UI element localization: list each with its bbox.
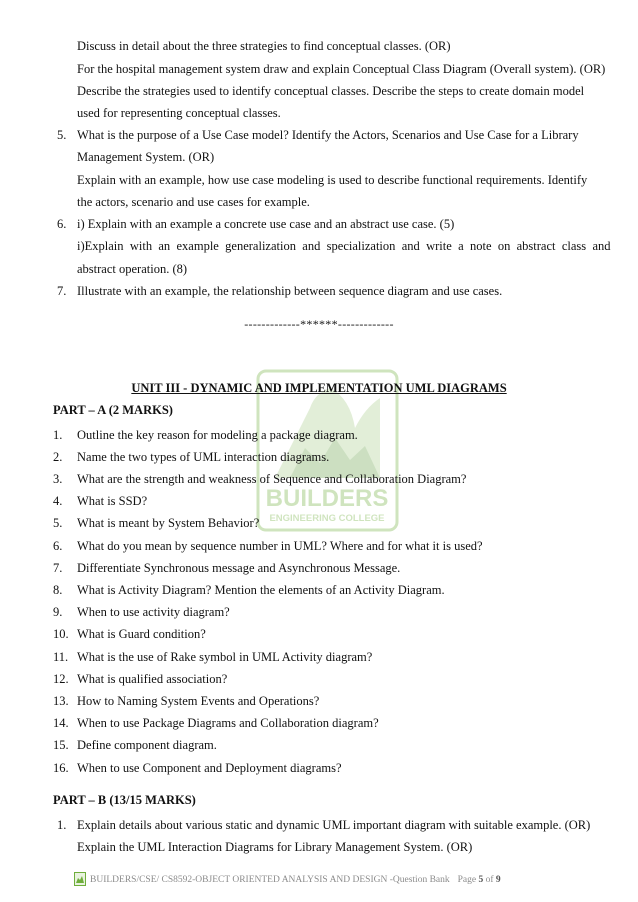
list-item: What are the strength and weakness of Sequence and Collaboration Diagram?	[77, 472, 467, 486]
question-line: Discuss in detail about the three strategies to find conceptual classes. (OR)	[77, 39, 451, 53]
list-item: When to use activity diagram?	[77, 605, 230, 619]
item-number: 3.	[53, 472, 63, 486]
item-number: 16.	[53, 761, 69, 775]
list-item: What is meant by System Behavior?	[77, 516, 260, 530]
question-line: Explain details about various static and dynamic UML important diagram with suitable example. (OR)	[77, 818, 591, 832]
section-separator: -------------******-------------	[244, 317, 394, 331]
question-line: Illustrate with an example, the relationship between sequence diagram and use cases.	[77, 284, 503, 298]
page-total: 9	[495, 875, 501, 885]
question-line: used for representing conceptual classes.	[77, 106, 281, 120]
watermark-name: BUILDERS	[265, 485, 389, 512]
item-number: 14.	[53, 716, 69, 730]
item-number: 10.	[53, 627, 69, 641]
list-item: What is Activity Diagram? Mention the elements of an Activity Diagram.	[77, 583, 445, 597]
question-line: abstract operation. (8)	[77, 262, 188, 276]
item-number: 1.	[53, 428, 63, 442]
list-item: What do you mean by sequence number in UML? Where and for what it is used?	[77, 539, 483, 553]
footer-text: BUILDERS/CSE/ CS8592-OBJECT ORIENTED ANALYSIS AND DESIGN -Question Bank	[90, 875, 450, 885]
item-number: 12.	[53, 672, 69, 686]
watermark-sub: ENGINEERING COLLEGE	[269, 513, 385, 524]
question-line: i) Explain with an example a concrete use case and an abstract use case. (5)	[77, 217, 455, 231]
list-item: Define component diagram.	[77, 738, 217, 752]
unit-title: UNIT III - DYNAMIC AND IMPLEMENTATION UML DIAGRAMS	[131, 381, 507, 395]
question-line: Describe the strategies used to identify conceptual classes. Describe the steps to create domain model	[77, 84, 585, 98]
item-number: 11.	[53, 650, 69, 664]
list-item: Outline the key reason for modeling a package diagram.	[77, 428, 358, 442]
list-item: What is qualified association?	[77, 672, 228, 686]
item-number: 6.	[53, 539, 63, 553]
question-line: What is the purpose of a Use Case model? Identify the Actors, Scenarios and Use Case for a Library	[77, 128, 579, 142]
item-number: 15.	[53, 738, 69, 752]
list-item: Name the two types of UML interaction diagrams.	[77, 450, 330, 464]
part-a-heading: PART – A (2 MARKS)	[53, 403, 173, 417]
footer-logo-icon	[74, 872, 86, 886]
page-current: 5	[478, 875, 484, 885]
item-number: 9.	[53, 605, 63, 619]
question-line: Explain the UML Interaction Diagrams for Library Management System. (OR)	[77, 840, 473, 854]
item-number: 13.	[53, 694, 69, 708]
page-indicator: Page 5 of 9	[457, 875, 501, 885]
list-item: What is SSD?	[77, 494, 148, 508]
part-b-heading: PART – B (13/15 MARKS)	[53, 793, 196, 807]
list-item: Differentiate Synchronous message and Asynchronous Message.	[77, 561, 401, 575]
list-item: When to use Component and Deployment diagrams?	[77, 761, 342, 775]
question-line: Explain with an example, how use case modeling is used to describe functional requirements. Identify	[77, 173, 588, 187]
question-line: Management System. (OR)	[77, 150, 215, 164]
question-line: the actors, scenario and use cases for example.	[77, 195, 310, 209]
item-number: 7.	[53, 561, 63, 575]
list-item: What is Guard condition?	[77, 627, 206, 641]
item-number: 1.	[57, 818, 67, 832]
item-number: 8.	[53, 583, 63, 597]
page-footer	[90, 875, 501, 885]
question-number: 5.	[57, 128, 67, 142]
item-number: 4.	[53, 494, 63, 508]
list-item: What is the use of Rake symbol in UML Activity diagram?	[77, 650, 373, 664]
question-line: i)Explain with an example generalization and specialization and write a note on abstract class and	[77, 239, 611, 253]
question-number: 7.	[57, 284, 67, 298]
item-number: 5.	[53, 516, 63, 530]
list-item: How to Naming System Events and Operations?	[77, 694, 320, 708]
question-line: For the hospital management system draw and explain Conceptual Class Diagram (Overall system). (OR)	[77, 62, 606, 76]
question-number: 6.	[57, 217, 67, 231]
list-item: When to use Package Diagrams and Collaboration diagram?	[77, 716, 379, 730]
item-number: 2.	[53, 450, 63, 464]
